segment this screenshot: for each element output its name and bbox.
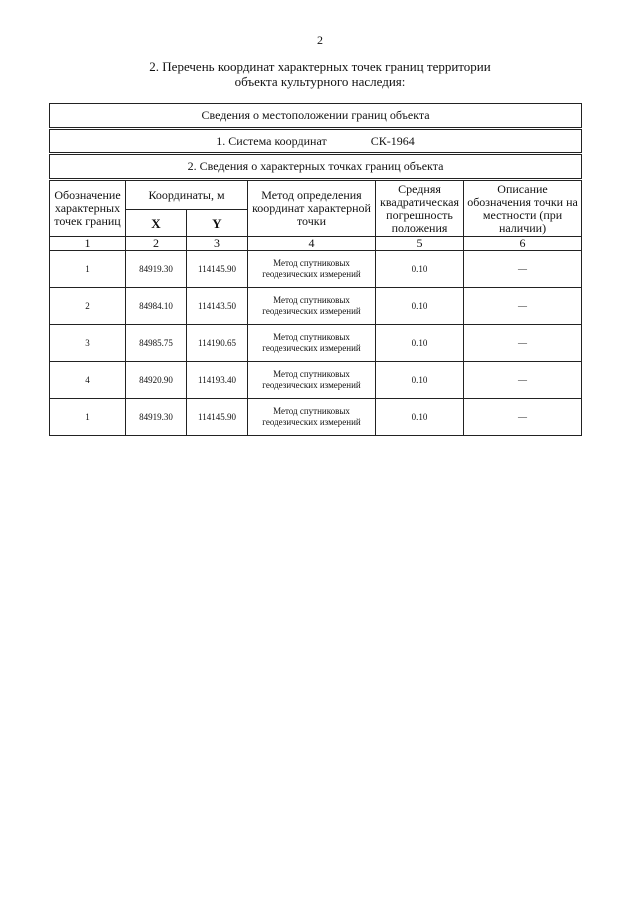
point-id: 3	[50, 325, 126, 362]
section-header: Сведения о местоположении границ объекта	[50, 104, 582, 129]
description-value: —	[464, 399, 582, 436]
header-description: Описание обозначения точки на местности (при наличии)	[464, 180, 582, 237]
document-title	[0, 59, 640, 89]
point-id: 1	[50, 251, 126, 288]
header-coordinates: Координаты, м	[126, 180, 248, 210]
method: Метод спутниковых геодезических измерений	[248, 362, 376, 399]
coordinate-system-value: СК-1964	[370, 133, 415, 148]
method: Метод спутниковых геодезических измерений	[248, 399, 376, 436]
header-designation: Обозначение характерных точек границ	[50, 180, 126, 237]
boundary-coordinates-table	[49, 103, 582, 436]
column-number: 1	[50, 237, 126, 251]
description-value: —	[464, 325, 582, 362]
coord-y: 114145.90	[187, 251, 248, 288]
point-id: 4	[50, 362, 126, 399]
column-number: 5	[376, 237, 464, 251]
coord-x: 84919.30	[126, 251, 187, 288]
method: Метод спутниковых геодезических измерений	[248, 288, 376, 325]
error-value: 0.10	[376, 325, 464, 362]
coord-y: 114143.50	[187, 288, 248, 325]
point-id: 1	[50, 399, 126, 436]
header-method: Метод определения координат характерной точки	[248, 180, 376, 237]
coord-x: 84985.75	[126, 325, 187, 362]
coord-x: 84919.30	[126, 399, 187, 436]
coord-x: 84920.90	[126, 362, 187, 399]
column-number: 3	[187, 237, 248, 251]
table-row	[50, 288, 582, 325]
header-x: X	[126, 210, 187, 237]
method: Метод спутниковых геодезических измерений	[248, 251, 376, 288]
title-line-2: объекта культурного наследия:	[234, 74, 406, 89]
error-value: 0.10	[376, 288, 464, 325]
page-number: 2	[317, 33, 323, 47]
description-value: —	[464, 362, 582, 399]
point-id: 2	[50, 288, 126, 325]
column-number: 2	[126, 237, 187, 251]
error-value: 0.10	[376, 251, 464, 288]
coordinate-system-row	[50, 129, 582, 154]
coord-y: 114190.65	[187, 325, 248, 362]
table-row	[50, 362, 582, 399]
description-value: —	[464, 288, 582, 325]
error-value: 0.10	[376, 399, 464, 436]
header-error: Средняя квадратическая погрешность положения	[376, 180, 464, 237]
method: Метод спутниковых геодезических измерений	[248, 325, 376, 362]
table-row	[50, 251, 582, 288]
header-y: Y	[187, 210, 248, 237]
coord-x: 84984.10	[126, 288, 187, 325]
title-line-1: 2. Перечень координат характерных точек границ территории	[149, 59, 491, 74]
column-number: 4	[248, 237, 376, 251]
points-info-label: 2. Сведения о характерных точках границ объекта	[50, 154, 582, 180]
error-value: 0.10	[376, 362, 464, 399]
description-value: —	[464, 251, 582, 288]
coord-y: 114193.40	[187, 362, 248, 399]
coord-y: 114145.90	[187, 399, 248, 436]
table-row	[50, 399, 582, 436]
column-number: 6	[464, 237, 582, 251]
table-row	[50, 325, 582, 362]
coordinate-system-label: 1. Система координат	[216, 133, 327, 148]
